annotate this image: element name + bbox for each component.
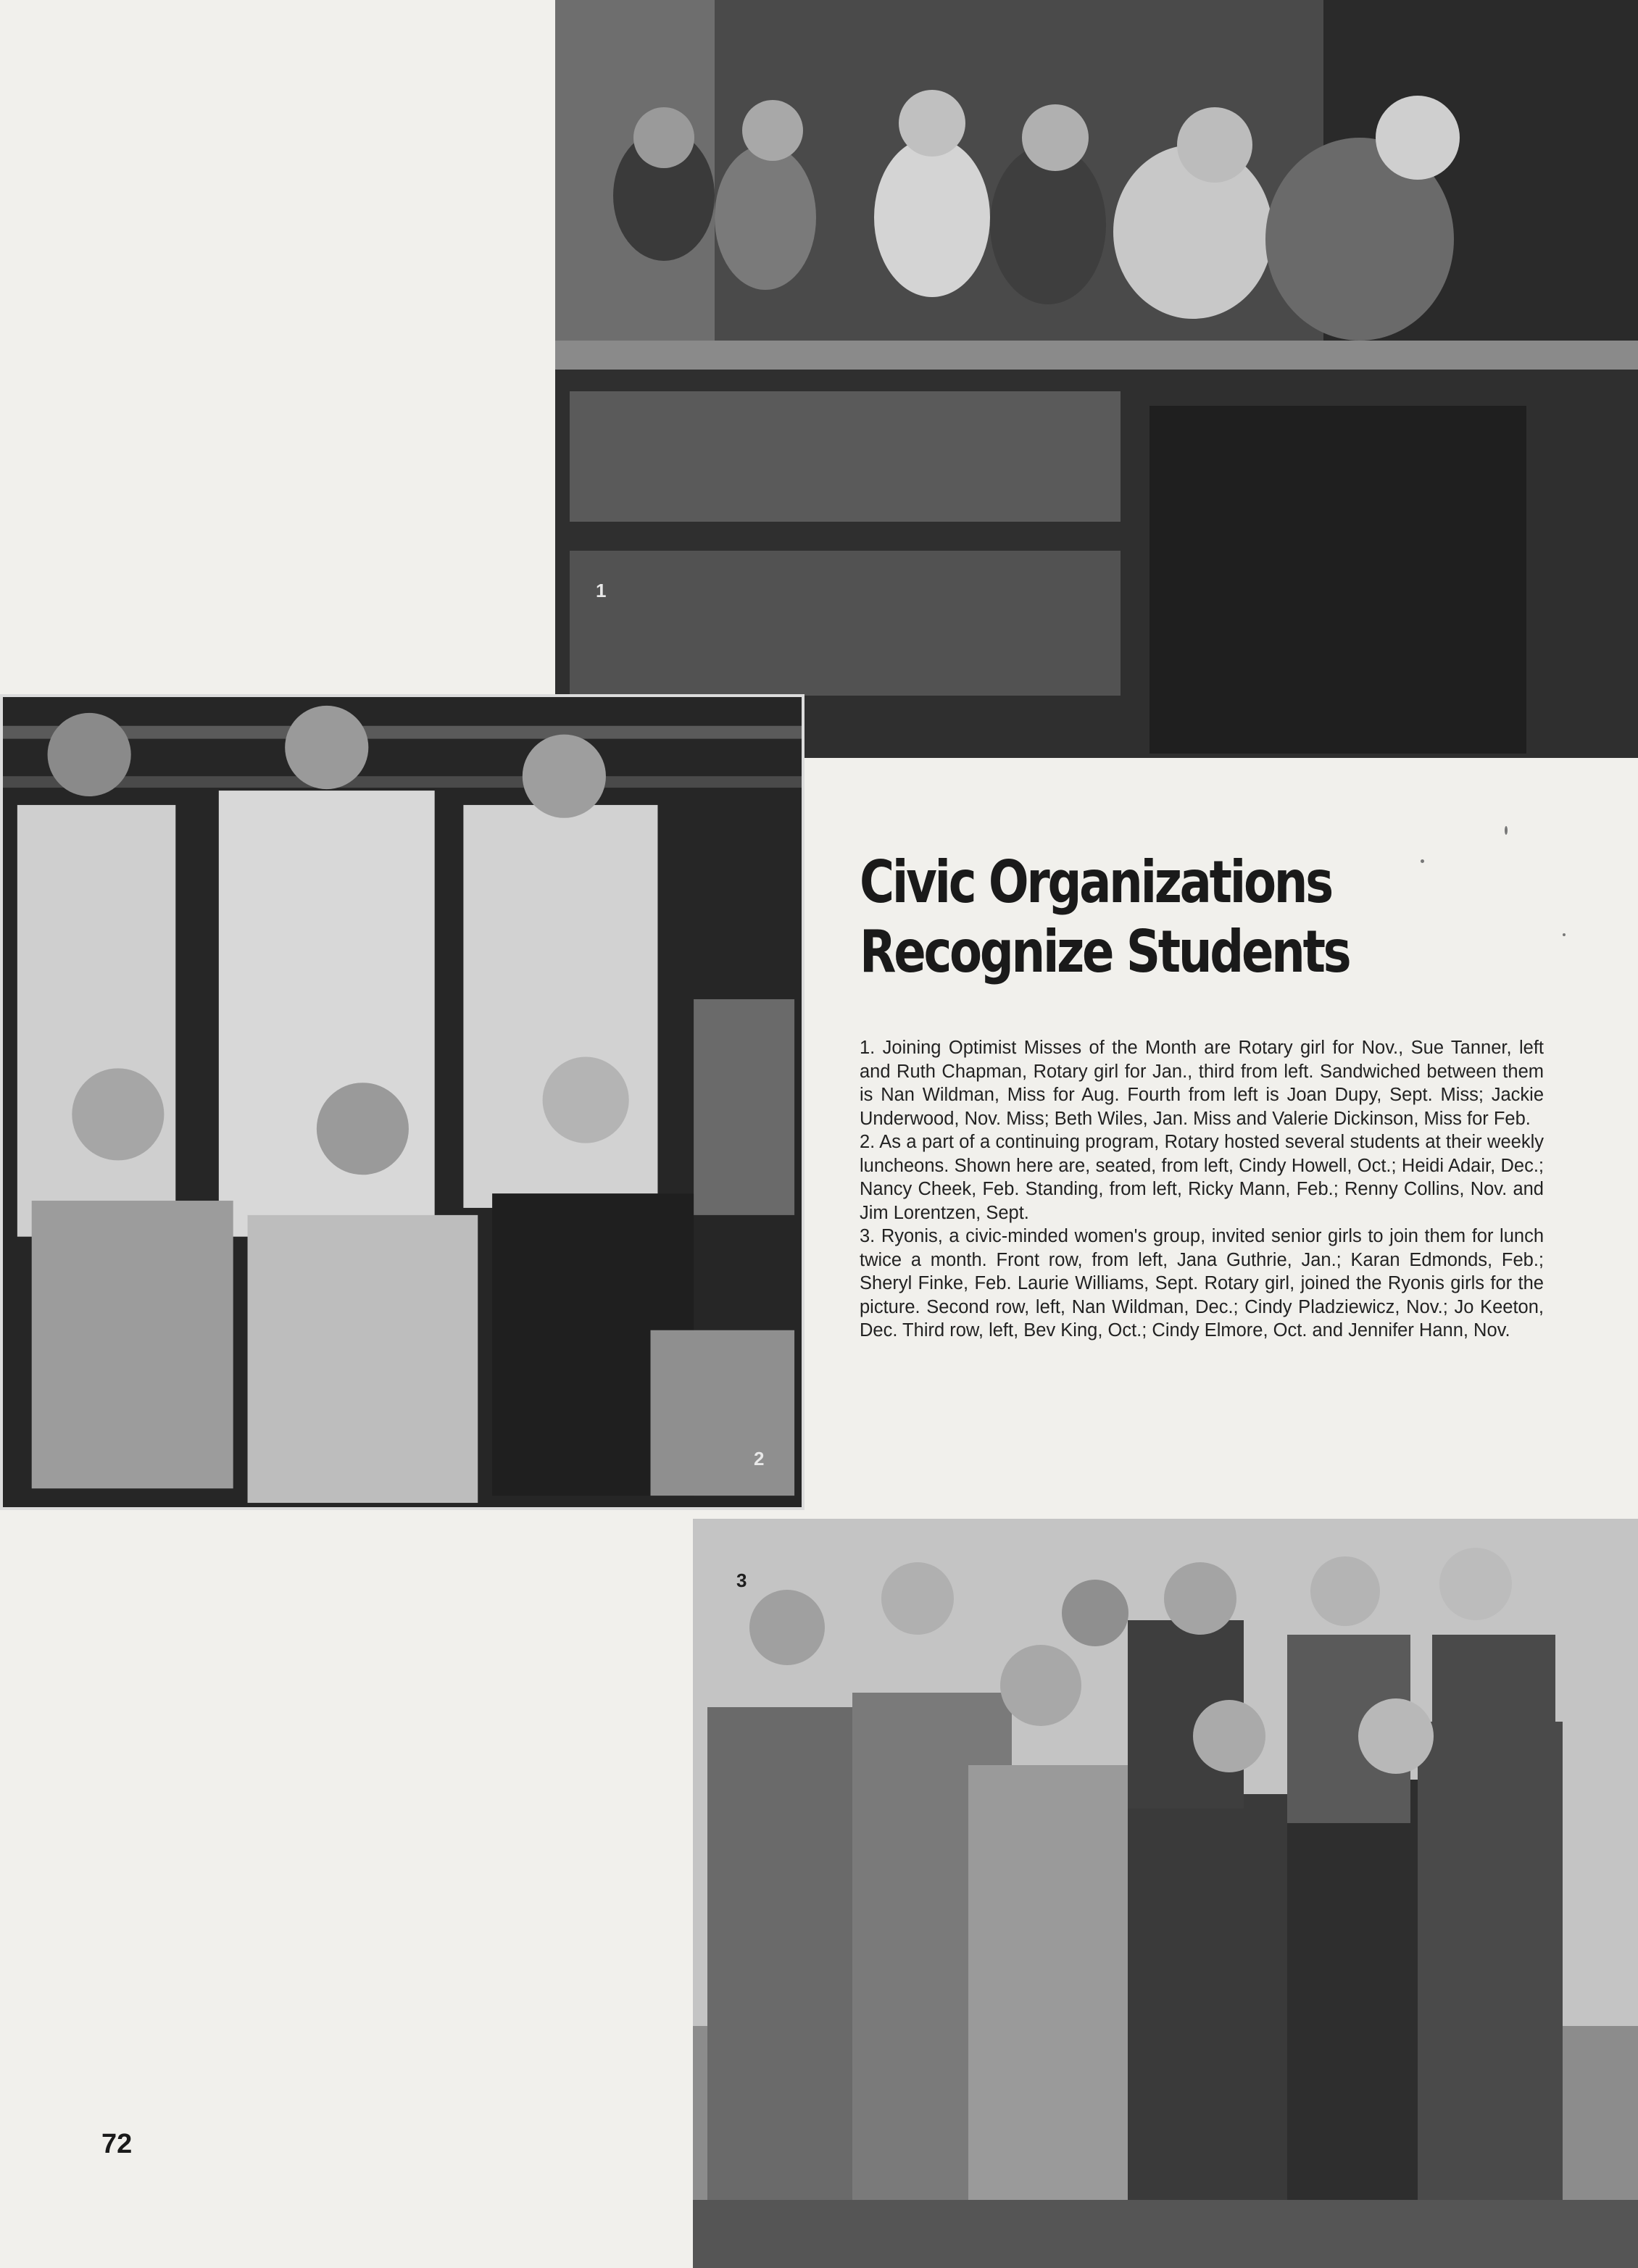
photo-number-2: 2 — [754, 1448, 765, 1469]
photo-number-3: 3 — [736, 1569, 747, 1591]
caption-1: 1. Joining Optimist Misses of the Month are Rotary girl for Nov., Sue Tanner, left and Ruth Chapman, Rotary girl for Jan., third from left. Sandwiched between them is Nan Wildman, Miss for Aug. Fourth from left is Joan Dupy, Sept. Miss; Jackie Underwood, Nov. Miss; Beth Wiles, Jan. Miss and Valerie Dickinson, Miss for Feb. — [860, 1038, 1544, 1129]
photo-ryonis-girls — [693, 1519, 1638, 2268]
photo-optimist-misses-image — [555, 0, 1638, 758]
photo-number-1: 1 — [596, 580, 607, 601]
headline-line-1: Civic Organizations — [860, 849, 1331, 916]
photo-captions — [860, 1036, 1544, 1343]
photo-ryonis-girls-image — [693, 1519, 1638, 2268]
photo-rotary-students-image — [3, 697, 802, 1507]
print-speck — [1505, 826, 1508, 835]
photo-rotary-students — [0, 694, 805, 1510]
print-speck — [1421, 859, 1424, 863]
page-number: 72 — [101, 2129, 133, 2159]
caption-2: 2. As a part of a continuing program, Rotary hosted several students at their weekly luncheons. Shown here are, seated, from left, Cindy Howell, Oct.; Heidi Adair, Dec.; Nancy Cheek, Feb. Standing, from left, Ricky Mann, Feb.; Renny Collins, Nov. and Jim Lorentzen, Sept. — [860, 1132, 1544, 1223]
page-headline — [860, 848, 1394, 987]
photo-optimist-misses — [555, 0, 1638, 758]
headline-line-2: Recognize Students — [860, 918, 1350, 985]
print-speck — [1563, 933, 1566, 936]
caption-3: 3. Ryonis, a civic-minded women's group, invited senior girls to join them for lunch twice a month. Front row, from left, Jana Guthrie, Jan.; Karan Edmonds, Feb.; Sheryl Finke, Feb. Laurie Williams, Sept. Rotary girl, joined the Ryonis girls for the picture. Second row, left, Nan Wildman, Dec.; Cindy Pladziewicz, Nov.; Jo Keeton, Dec. Third row, left, Bev King, Oct.; Cindy Elmore, Oct. and Jennifer Hann, Nov. — [860, 1226, 1544, 1341]
